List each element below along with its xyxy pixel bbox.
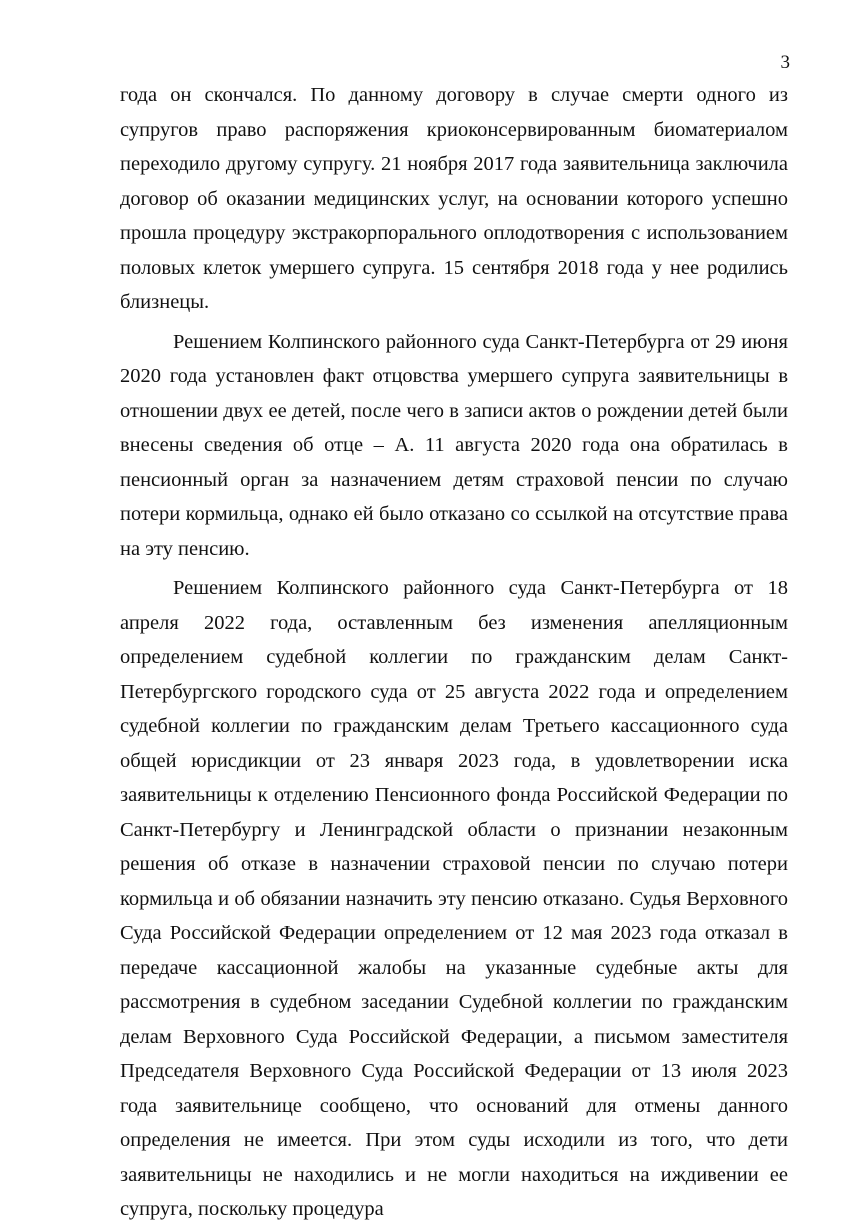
- paragraph-continuation: года он скончался. По данному договору в случае смерти одного из супругов право распоряжения криоконсервированным биоматериалом переходило другому супругу. 21 ноября 2017 года заявительница заключила договор об оказании медицинских услуг, на основании которого успешно прошла процедуру экстракорпорального оплодотворения с использованием половых клеток умершего супруга. 15 сентября 2018 года у нее родились близнецы.: [120, 84, 788, 313]
- paragraph-paternity-ruling: Решением Колпинского районного суда Санкт-Петербурга от 29 июня 2020 года установлен факт отцовства умершего супруга заявительницы в отношении двух ее детей, после чего в записи актов о рождении детей были внесены сведения об отце – А. 11 августа 2020 года она обратилась в пенсионный орган за назначением детям страховой пенсии по случаю потери кормильца, однако ей было отказано со ссылкой на отсутствие права на эту пенсию.: [120, 330, 788, 560]
- document-body: [120, 78, 788, 1227]
- paragraph-pension-ruling: Решением Колпинского районного суда Санкт-Петербурга от 18 апреля 2022 года, оставленным без изменения апелляционным определением судебной коллегии по гражданским делам Санкт-Петербургского городского суда от 25 августа 2022 года и определением судебной коллегии по гражданским делам Третьего кассационного суда общей юрисдикции от 23 января 2023 года, в удовлетворении иска заявительницы к отделению Пенсионного фонда Российской Федерации по Санкт-Петербургу и Ленинградской области о признании незаконным решения об отказе в назначении страховой пенсии по случаю потери кормильца и об обязании назначить эту пенсию отказано. Судья Верховного Суда Российской Федерации определением от 12 мая 2023 года отказал в передаче кассационной жалобы на указанные судебные акты для рассмотрения в судебном заседании Судебной коллегии по гражданским делам Верховного Суда Российской Федерации, а письмом заместителя Председателя Верховного Суда Российской Федерации от 13 июля 2023 года заявительнице сообщено, что оснований для отмены данного определения не имеется. При этом суды исходили из того, что дети заявительницы не находились и не могли находиться на иждивении ее супруга, поскольку процедура: [120, 577, 788, 1220]
- page-number: 3: [780, 52, 790, 73]
